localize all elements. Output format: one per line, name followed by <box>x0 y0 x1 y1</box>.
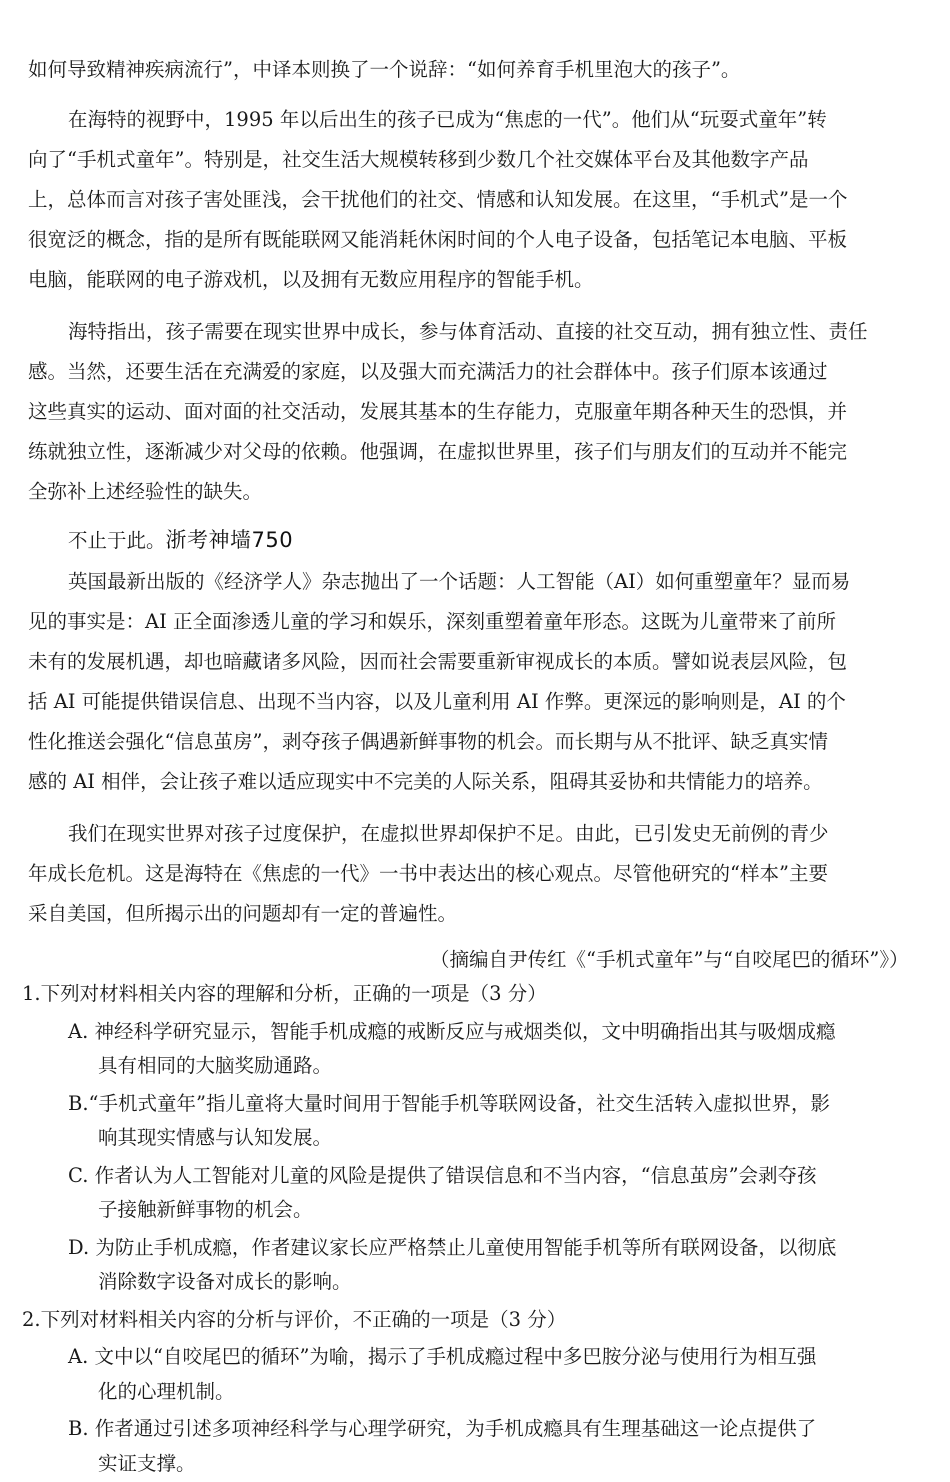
option-d-continued: 消除数字设备对成长的影响。 <box>98 1270 352 1293</box>
text-line: 上，总体而言对孩子害处匪浅，会干扰他们的社交、情感和认知发展。在这里，“手机式”是一个 <box>28 188 848 211</box>
option-a: A. 神经科学研究显示，智能手机成瘾的戒断反应与戒烟类似，文中明确指出其与吸烟成瘾 <box>68 1019 836 1043</box>
text-segment: 不止于此。 <box>68 529 166 552</box>
watermark-stamp: 浙考神墙750 <box>165 528 294 552</box>
text-line: 在海特的视野中，1995 年以后出生的孩子已成为“焦虑的一代”。他们从“玩耍式童年”转 <box>68 108 827 131</box>
text-line: 感的 AI 相伴，会让孩子难以适应现实中不完美的人际关系，阻碍其妥协和共情能力的培养。 <box>28 770 823 793</box>
text-line: 练就独立性，逐渐减少对父母的依赖。他强调，在虚拟世界里，孩子们与朋友们的互动并不能完 <box>28 440 848 463</box>
option-c-continued: 子接触新鲜事物的机会。 <box>98 1198 313 1221</box>
option-d: D. 为防止手机成瘾，作者建议家长应严格禁止儿童使用智能手机等所有联网设备，以彻底 <box>68 1235 837 1259</box>
text-line: 海特指出，孩子需要在现实世界中成长，参与体育活动、直接的社交互动，拥有独立性、责任 <box>68 320 868 343</box>
text-line: 向了“手机式童年”。特别是，社交生活大规模转移到少数几个社交媒体平台及其他数字产品 <box>28 148 809 171</box>
text-line: 未有的发展机遇，却也暗藏诸多风险，因而社会需要重新审视成长的本质。譬如说表层风险，包 <box>28 650 848 673</box>
option-b: B.“手机式童年”指儿童将大量时间用于智能手机等联网设备，社交生活转入虚拟世界，影 <box>68 1091 830 1115</box>
text-line: 全弥补上述经验性的缺失。 <box>28 480 263 503</box>
text-line: 电脑，能联网的电子游戏机，以及拥有无数应用程序的智能手机。 <box>28 268 594 291</box>
text-line: 采自美国，但所揭示出的问题却有一定的普遍性。 <box>28 902 458 925</box>
option-a: A. 文中以“自咬尾巴的循环”为喻，揭示了手机成瘾过程中多巴胺分泌与使用行为相互强 <box>68 1345 817 1368</box>
text-line: 年成长危机。这是海特在《焦虑的一代》一书中表达出的核心观点。尽管他研究的“样本”主要 <box>28 862 828 885</box>
text-line: 括 AI 可能提供错误信息、出现不当内容，以及儿童利用 AI 作弊。更深远的影响则是，AI 的个 <box>28 690 846 713</box>
option-b-continued: 实证支撑。 <box>98 1451 196 1475</box>
text-line <box>68 522 950 558</box>
text-line: 见的事实是：AI 正全面渗透儿童的学习和娱乐，深刻重塑着童年形态。这既为儿童带来了前所 <box>28 610 836 633</box>
option-b-continued: 响其现实情感与认知发展。 <box>98 1126 333 1149</box>
text-line: 性化推送会强化“信息茧房”，剥夺孩子偶遇新鲜事物的机会。而长期与从不批评、缺乏真实情 <box>28 730 828 753</box>
option-c: C. 作者认为人工智能对儿童的风险是提供了错误信息和不当内容，“信息茧房”会剥夺孩 <box>68 1163 817 1187</box>
text-line: 我们在现实世界对孩子过度保护，在虚拟世界却保护不足。由此，已引发史无前例的青少 <box>68 822 829 845</box>
question-stem: 1.下列对材料相关内容的理解和分析，正确的一项是（3 分） <box>22 982 547 1005</box>
source-citation: （摘编自尹传红《“手机式童年”与“自咬尾巴的循环”》） <box>430 948 909 971</box>
option-b: B. 作者通过引述多项神经科学与心理学研究，为手机成瘾具有生理基础这一论点提供了 <box>68 1417 817 1440</box>
text-line: 如何导致精神疾病流行”，中译本则换了一个说辞：“如何养育手机里泡大的孩子”。 <box>28 58 741 81</box>
option-a-continued: 化的心理机制。 <box>98 1379 235 1403</box>
question-stem: 2.下列对材料相关内容的分析与评价，不正确的一项是（3 分） <box>22 1307 567 1331</box>
text-line: 很宽泛的概念，指的是所有既能联网又能消耗休闲时间的个人电子设备，包括笔记本电脑、平板 <box>28 228 848 251</box>
text-line: 感。当然，还要生活在充满爱的家庭，以及强大而充满活力的社会群体中。孩子们原本该通过 <box>28 360 828 383</box>
option-a-continued: 具有相同的大脑奖励通路。 <box>98 1054 333 1077</box>
text-line: 这些真实的运动、面对面的社交活动，发展其基本的生存能力，克服童年期各种天生的恐惧，并 <box>28 400 848 423</box>
text-line: 英国最新出版的《经济学人》杂志抛出了一个话题：人工智能（AI）如何重塑童年？显而易 <box>68 570 851 593</box>
